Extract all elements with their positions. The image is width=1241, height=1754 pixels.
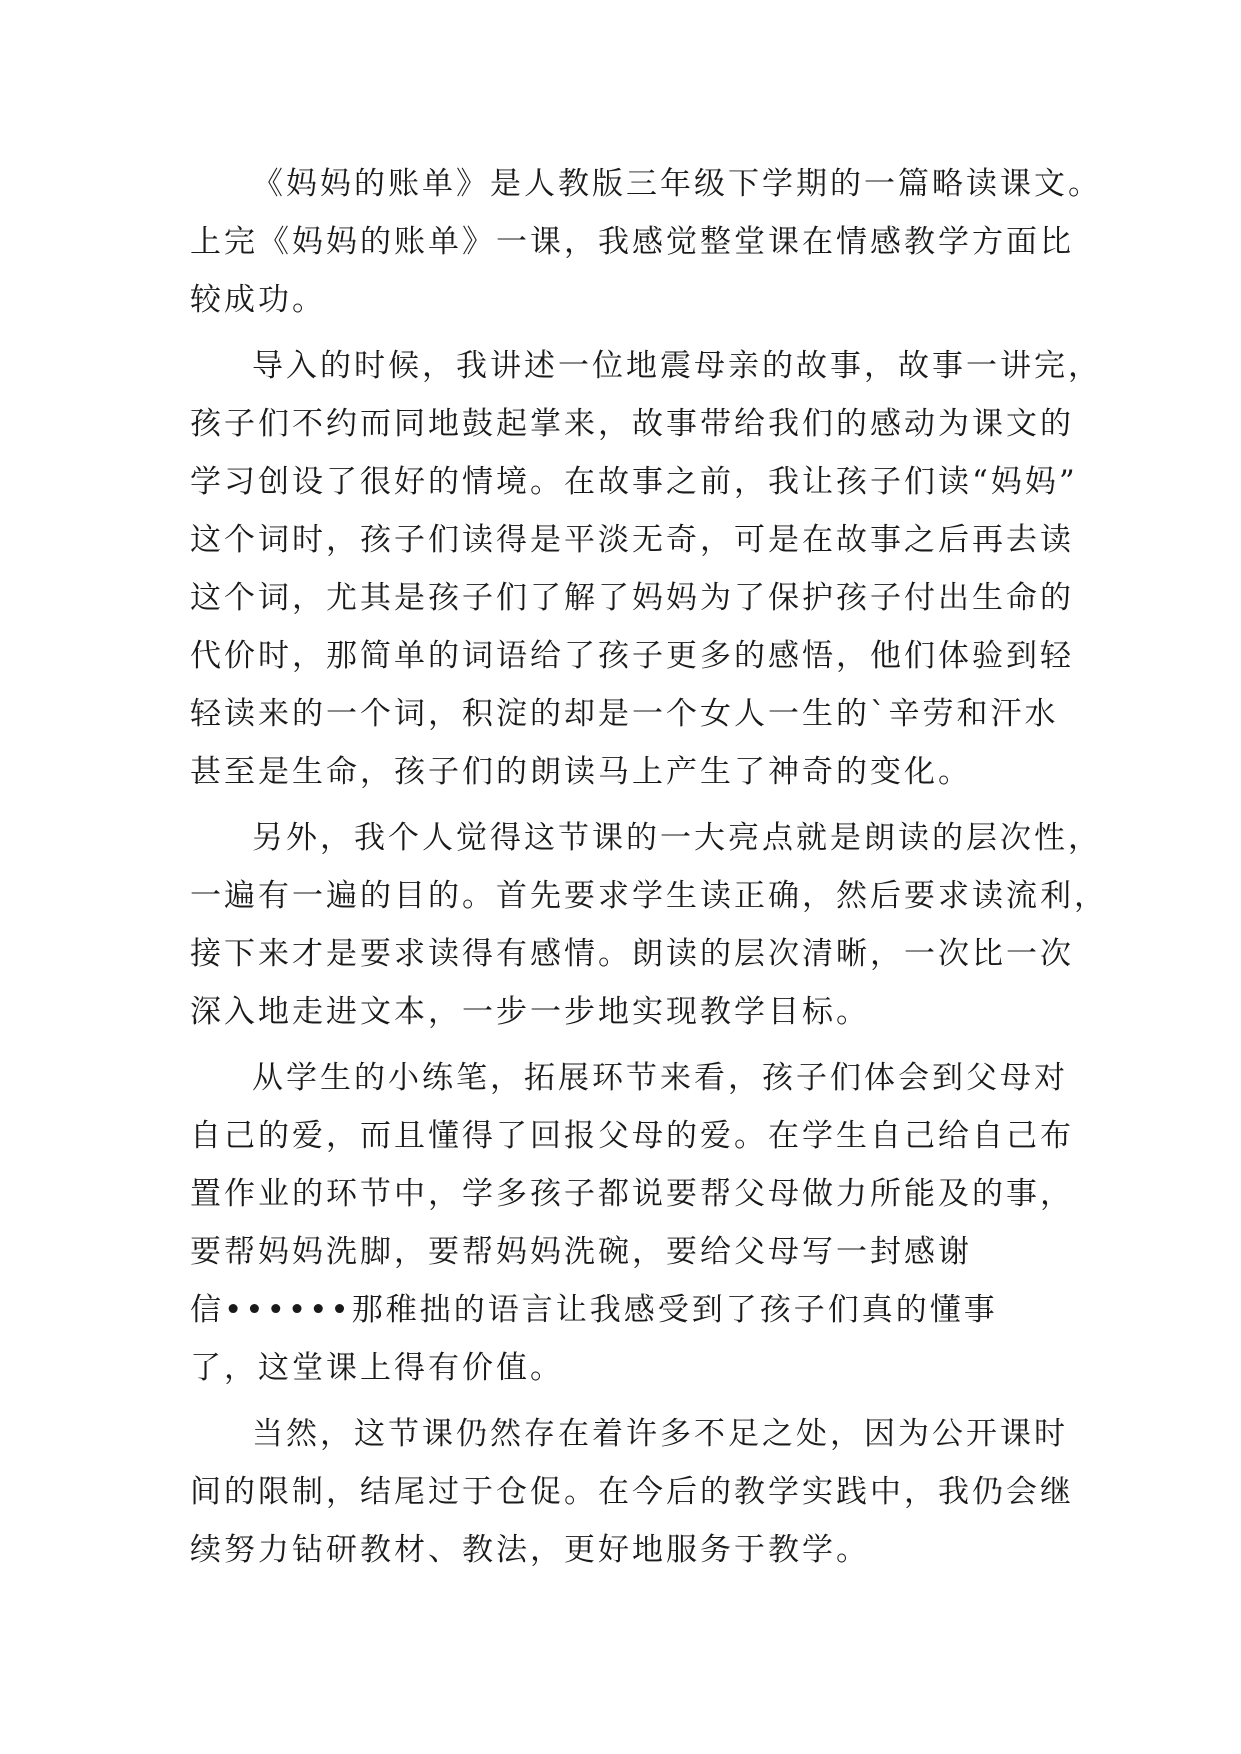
paragraph-line: 孩子们不约而同地鼓起掌来，故事带给我们的感动为课文的 — [190, 406, 1074, 442]
paragraph-line: 导入的时候，我讲述一位地震母亲的故事，故事一讲完， — [252, 348, 1102, 384]
paragraph-line: 置作业的环节中，学多孩子都说要帮父母做力所能及的事， — [190, 1176, 1074, 1212]
paragraph-line: 从学生的小练笔，拓展环节来看，孩子们体会到父母对 — [252, 1060, 1068, 1096]
paragraph-story — [190, 337, 1102, 801]
paragraph-line: 信••••••那稚拙的语言让我感受到了孩子们真的懂事 — [190, 1292, 998, 1328]
paragraph-line: 续努力钻研教材、教法，更好地服务于教学。 — [190, 1532, 870, 1568]
paragraph-line: 另外，我个人觉得这节课的一大亮点就是朗读的层次性， — [252, 820, 1102, 856]
paragraph-line: 了，这堂课上得有价值。 — [190, 1350, 564, 1386]
paragraph-line: 这个词，尤其是孩子们了解了妈妈为了保护孩子付出生命的 — [190, 580, 1074, 616]
paragraph-line: 间的限制，结尾过于仓促。在今后的教学实践中，我仍会继 — [190, 1474, 1074, 1510]
paragraph-intro — [190, 155, 1102, 329]
paragraph-line: 要帮妈妈洗脚，要帮妈妈洗碗，要给父母写一封感谢 — [190, 1234, 972, 1270]
paragraph-line: 当然，这节课仍然存在着许多不足之处，因为公开课时 — [252, 1416, 1068, 1452]
paragraph-line: 接下来才是要求读得有感情。朗读的层次清晰，一次比一次 — [190, 936, 1074, 972]
paragraph-line: 较成功。 — [190, 282, 326, 318]
paragraph-line: 学习创设了很好的情境。在故事之前，我让孩子们读“妈妈” — [190, 464, 1078, 500]
paragraph-practice — [190, 1049, 1090, 1397]
paragraph-line: 《妈妈的账单》是人教版三年级下学期的一篇略读课文。 — [252, 166, 1102, 202]
paragraph-line: 代价时，那简单的词语给了孩子更多的感悟，他们体验到轻 — [190, 638, 1074, 674]
paragraph-line: 轻读来的一个词，积淀的却是一个女人一生的`辛劳和汗水 — [190, 696, 1059, 732]
paragraph-line: 自己的爱，而且懂得了回报父母的爱。在学生自己给自己布 — [190, 1118, 1074, 1154]
document-body — [190, 155, 1108, 1579]
paragraph-line: 一遍有一遍的目的。首先要求学生读正确，然后要求读流利， — [190, 878, 1108, 914]
paragraph-line: 上完《妈妈的账单》一课，我感觉整堂课在情感教学方面比 — [190, 224, 1074, 260]
paragraph-reading — [190, 809, 1108, 1041]
paragraph-line: 这个词时，孩子们读得是平淡无奇，可是在故事之后再去读 — [190, 522, 1074, 558]
paragraph-conclusion — [190, 1405, 1090, 1579]
paragraph-line: 深入地走进文本，一步一步地实现教学目标。 — [190, 994, 870, 1030]
paragraph-line: 甚至是生命，孩子们的朗读马上产生了神奇的变化。 — [190, 754, 972, 790]
